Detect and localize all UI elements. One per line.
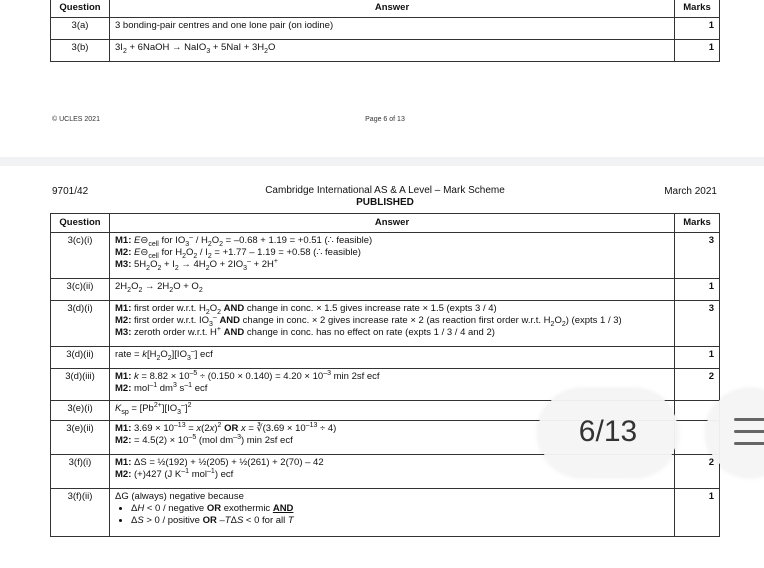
table-row	[51, 301, 720, 347]
page-indicator[interactable]: 6/13	[538, 388, 678, 476]
marks-cell: 2	[675, 369, 720, 401]
copyright-footer: © UCLES 2021	[52, 116, 100, 123]
answer-cell: M1: first order w.r.t. $H_2O_2$ AND change in conc. × 1.5 gives increase rate × 1.5 (expts 3 / 4) M2: first order w.r.t. $IO_3^-$ AND change in conc. × 2 gives increase rate × 2 (as reaction first order w.r.t. $H_2O_2$) (expts 1 / 3) M3: zeroth order w.r.t. H+ AND change in conc. has no effect on rate (expts 1 / 3 / 4 and 2)	[110, 301, 675, 347]
marks-cell: 2	[675, 455, 720, 489]
question-cell: 3(d)(iii)	[51, 369, 110, 401]
table-header-row	[51, 0, 720, 18]
page-gap	[0, 157, 764, 166]
answer-cell: rate = $k[H_2O_2][IO_3^-]$ ecf	[110, 347, 675, 369]
question-cell: 3(c)(i)	[51, 233, 110, 279]
answer-header: Answer	[110, 214, 675, 233]
table-row	[51, 347, 720, 369]
question-cell: 3(a)	[51, 18, 110, 40]
marks-cell: 3	[675, 301, 720, 347]
published-label: PUBLISHED	[356, 197, 414, 208]
question-header: Question	[51, 214, 110, 233]
question-cell: 3(c)(ii)	[51, 279, 110, 301]
table-header-row	[51, 214, 720, 233]
answer-cell: $3I_2$ + 6NaOH → NaIO$_3$ + $5NaI + 3H_2O$	[110, 40, 675, 62]
answer-cell: M1: $k = 8.82 \times 10^{-5} \div (0.150 \times 0.140) = 4.20 \times 10^{-3}$ min 2sf ecf M2: mol$^{-1}$ $dm^3$ $s^{-1}$ ecf	[110, 369, 675, 401]
question-cell: 3(f)(i)	[51, 455, 110, 489]
table-row	[51, 279, 720, 301]
table-row	[51, 40, 720, 62]
answer-cell: ΔG (always) negative because • ΔH < 0 / negative OR exothermic AND • ΔS > 0 / positive OR –TΔS < 0 for all T	[110, 489, 675, 537]
answer-cell: M1: $3.69 \times 10^{-13} = x(2x)^2$ OR x = ∛(3.69 × $10^{-13} \div 4$) M2: = $4.5(2) \times 10^{-5}$ (mol $dm^{-3}$) min 2sf ecf	[110, 421, 675, 455]
question-cell: 3(d)(ii)	[51, 347, 110, 369]
table-row	[51, 489, 720, 537]
answer-header: Answer	[110, 0, 675, 18]
question-cell: 3(d)(i)	[51, 301, 110, 347]
marks-header: Marks	[675, 0, 720, 18]
marks-cell: 1	[675, 279, 720, 301]
title-text: Cambridge International AS & A Level – Mark Scheme	[265, 185, 505, 196]
answer-cell: $2H_2O_2 \to 2H_2O + O_2$	[110, 279, 675, 301]
marks-header: Marks	[675, 214, 720, 233]
answer-cell: M1: $E⊖_{cell}$ for $IO_3^- / H_2O_2 = -0.68 + 1.19 = +0.51$ (∴ feasible) M2: $E⊖_{cell}$ for $H_2O_2 / I_2 = +1.77 - 1.19 = +0.58$ (∴ feasible) M3: $5H_2O_2 + I_2 \to 4H_2O + 2IO_3^- + 2H^+$	[110, 233, 675, 279]
answer-cell: M1: ΔS = ½(192) + ½(205) + ½(261) + 2(70) – 42 M2: (+)427 (J $K^{-1}$ mol$^{-1}$) ecf	[110, 455, 675, 489]
marks-cell: 1	[675, 489, 720, 537]
exam-date: March 2021	[664, 186, 717, 197]
page-7	[0, 166, 764, 568]
question-cell: 3(e)(ii)	[51, 421, 110, 455]
mark-scheme-table-page6	[50, 0, 720, 62]
document-title	[0, 185, 764, 209]
marks-cell: 1	[675, 347, 720, 369]
mark-scheme-table-page7	[50, 213, 720, 537]
page-6	[0, 0, 764, 157]
marks-cell: 1	[675, 40, 720, 62]
marks-cell: 1	[675, 18, 720, 40]
question-header: Question	[51, 0, 110, 18]
table-row	[51, 233, 720, 279]
question-cell: 3(e)(i)	[51, 401, 110, 421]
marks-cell: 3	[675, 233, 720, 279]
answer-cell: 3 bonding-pair centres and one lone pair (on iodine)	[110, 18, 675, 40]
answer-cell: $K_{sp} = [Pb^{2+}][IO_3^-]^2$	[110, 401, 675, 421]
question-cell: 3(b)	[51, 40, 110, 62]
table-row	[51, 18, 720, 40]
syllabus-code: 9701/42	[52, 186, 89, 197]
page-number-footer: Page 6 of 13	[365, 116, 405, 123]
question-cell: 3(f)(ii)	[51, 489, 110, 537]
